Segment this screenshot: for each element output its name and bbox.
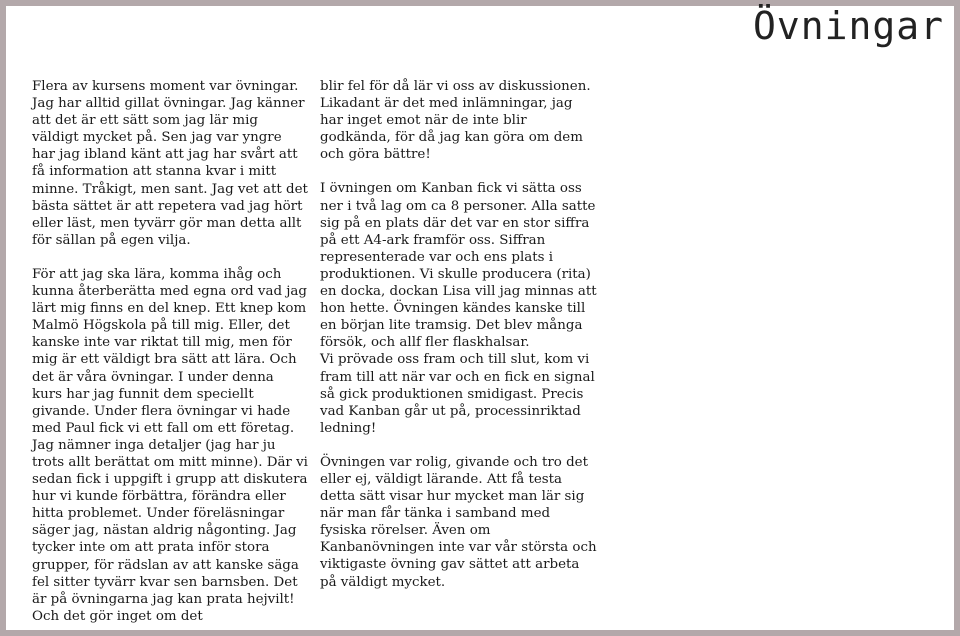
paragraph: Övningen var rolig, givande och tro det eller ej, väldigt lärande. Att få testa detta sätt visar hur mycket man lär sig när man får tänka i samband med fysiska rörelser. Även om Kanbanövningen inte var vår största och viktigaste övning gav sättet att arbeta på väldigt mycket.: [320, 454, 597, 590]
paragraph: blir fel för då lär vi oss av diskussionen. Likadant är det med inlämningar, jag har inget emot när de inte blir godkända, för då jag kan göra om dem och göra bättre!: [320, 79, 591, 163]
paragraph: Vi prövade oss fram och till slut, kom vi fram till att när var och en fick en signal så gick produktionen smidigast. Precis vad Kanban går ut på, processinriktad ledning!: [320, 352, 595, 436]
paragraph: För att jag ska lära, komma ihåg och kunna återberätta med egna ord vad jag lärt mig finns en del knep. Ett knep kom Malmö Högskola på till mig. Eller, det kanske inte var riktat till mig, men för mig är ett väldigt bra sätt att lära. Och det är våra övningar. I under denna kurs har jag funnit dem speciellt givande. Under flera övningar vi hade med Paul fick vi ett fall om ett företag. Jag nämner inga detaljer (jag har ju trots allt berättat om mitt minne). Där vi sedan fick i uppgift i grupp att diskutera hur vi kunde förbättra, förändra eller hitta problemet. Under föreläsningar säger jag, nästan aldrig någonting. Jag tycker inte om att prata inför stora grupper, för rädslan av att kanske säga fel sitter tyvärr kvar sen barnsben. Det är på övningarna jag kan prata hejvilt! Och det gör inget om det: [32, 266, 308, 624]
right-text-column: [320, 78, 598, 591]
page-title: Övningar: [752, 4, 944, 48]
paragraph: I övningen om Kanban fick vi sätta oss ner i två lag om ca 8 personer. Alla satte sig på en plats där det var en stor siffra på ett A4-ark framför oss. Siffran representerade var och ens plats i produktionen. Vi skulle producera (rita) en docka, dockan Lisa vill jag minnas att hon hette. Övningen kändes kanske till en början lite tramsig. Det blev många försök, och allf fler flaskhalsar.: [320, 181, 597, 351]
paragraph: Flera av kursens moment var övningar. Jag har alltid gillat övningar. Jag känner att det är ett sätt som jag lär mig väldigt mycket på. Sen jag var yngre har jag ibland känt att jag har svårt att få information att stanna kvar i mitt minne. Tråkigt, men sant. Jag vet att det bästa sättet är att repetera vad jag hört eller läst, men tyvärr gör man detta allt för sällan på egen vilja.: [32, 79, 308, 248]
left-text-column: [32, 78, 308, 625]
